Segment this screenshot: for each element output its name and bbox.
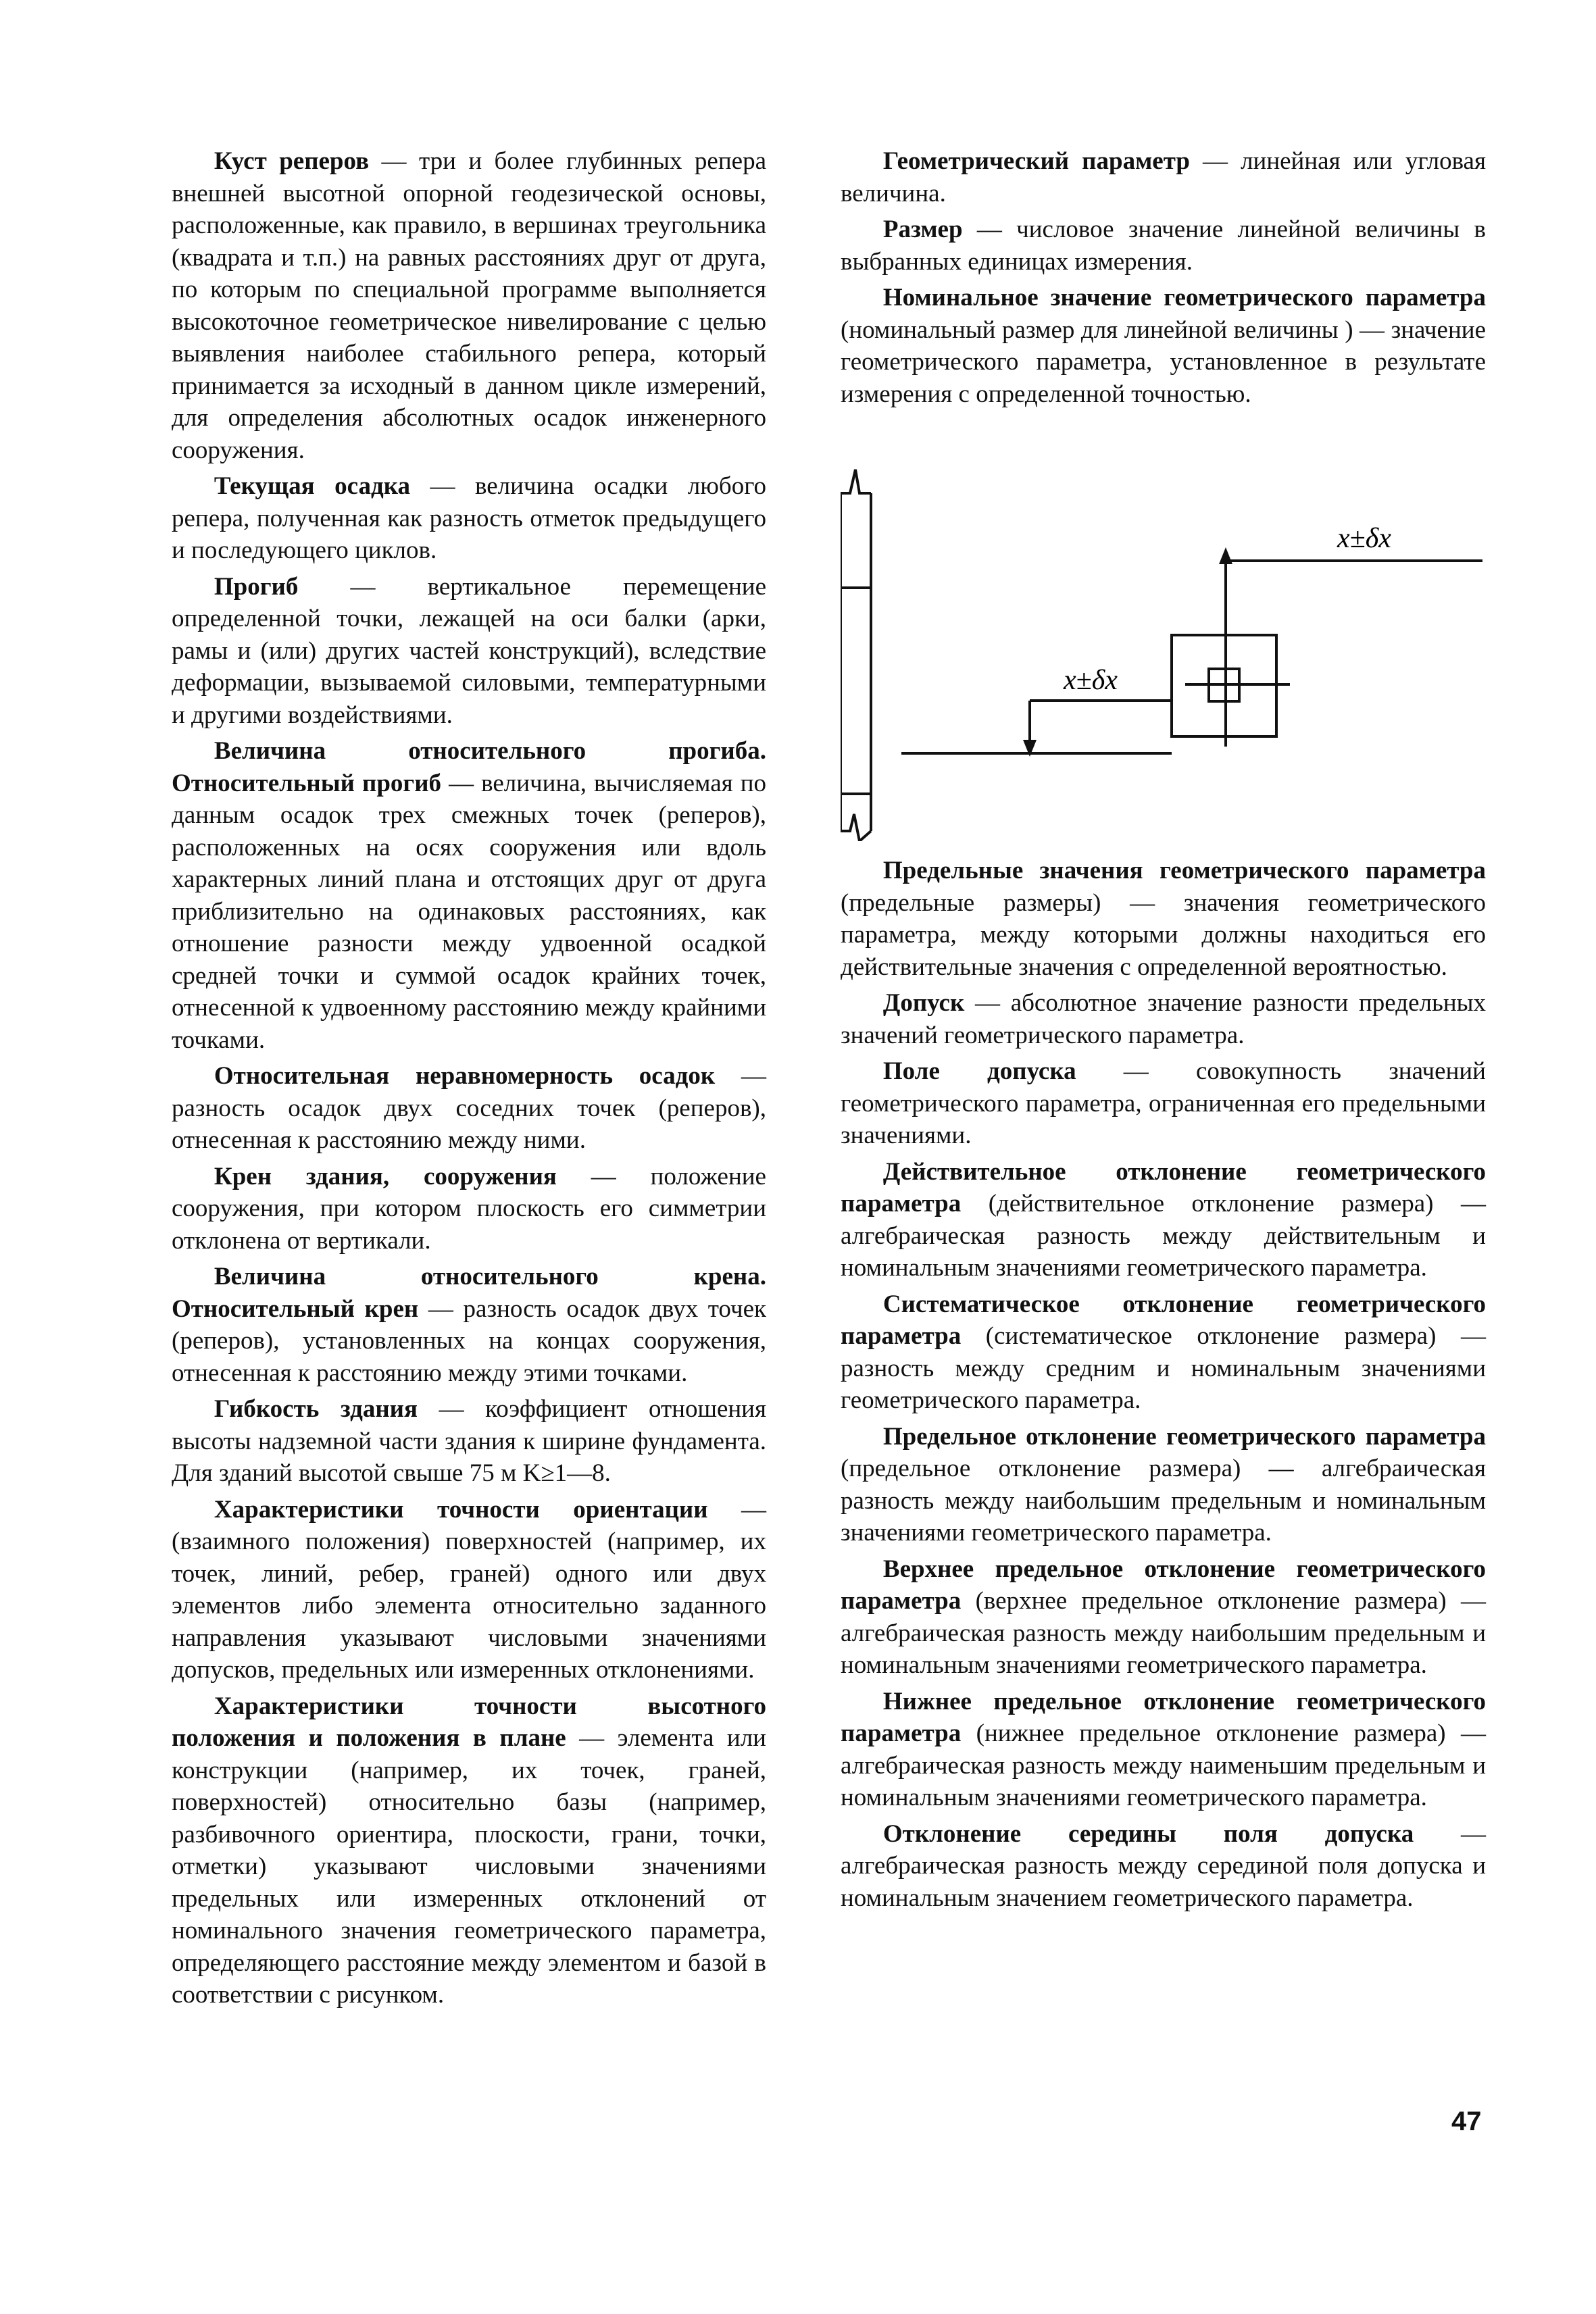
definition-entry bbox=[841, 1055, 1486, 1152]
definition-entry bbox=[172, 1393, 766, 1490]
term: Нижнее предельное отклонение геометрического параметра bbox=[841, 1687, 1486, 1747]
definition-entry bbox=[172, 1060, 766, 1157]
definition: — абсолютное значение разности предельных значений геометрического параметра. bbox=[841, 989, 1486, 1049]
definition: (предельные размеры) — значения геометрического параметра, между которыми должны находиться его действительные значения с определенной вероятностью. bbox=[841, 888, 1486, 981]
figure-label-left: x±δx bbox=[1064, 665, 1118, 696]
arrow-top bbox=[1219, 547, 1232, 564]
definition-entry bbox=[841, 1686, 1486, 1814]
term: Характеристики точности высотного положения и положения в плане bbox=[172, 1692, 766, 1752]
definition: — величина, вычисляемая по данным осадок трех смежных точек (реперов), расположенных на осях сооружения или вдоль характерных линий плана и отстоящих друг от друга приблизительно на одинаковых расстояниях, как отношение разности между удвоенной осадкой средней точки и суммой осадок крайних точек, отнесенной к удвоенному расстоянию между крайними точками. bbox=[172, 769, 766, 1054]
definition-entry bbox=[172, 571, 766, 732]
definition: (верхнее предельное отклонение размера) — алгебраическая разность между наибольшим предельным и номинальным значениями геометрического параметра. bbox=[841, 1587, 1486, 1679]
definition-entry bbox=[841, 213, 1486, 278]
definition: (систематическое отклонение размера) — разность между средним и номинальным значениями геометрического параметра. bbox=[841, 1322, 1486, 1414]
term: Куст реперов bbox=[214, 147, 370, 175]
term: Верхнее предельное отклонение геометрического параметра bbox=[841, 1555, 1486, 1615]
term: Действительное отклонение геометрического параметра bbox=[841, 1157, 1486, 1217]
definition: — алгебраическая разность между серединой поля допуска и номинальным значением геометрического параметра. bbox=[841, 1819, 1486, 1912]
definition-entry bbox=[172, 1161, 766, 1257]
definition: — вертикальное перемещение определенной точки, лежащей на оси балки (арки, рамы и (или) других частей конструкций), вследствие деформации, вызываемой силовыми, температурными и другими воздействиями. bbox=[172, 572, 766, 729]
definition-entry bbox=[841, 1421, 1486, 1549]
definition: — линейная или угловая величина. bbox=[841, 147, 1486, 207]
definition: — три и более глубинных репера внешней высотной опорной геодезической основы, расположенные, как правило, в вершинах треугольника (квадрата и т.п.) на равных расстояниях друг от друга, по которым по специальной программе выполняется высокоточное геометрическое нивелирование с целью выявления наиболее стабильного репера, который принимается за исходный в данном цикле измерений, для определения абсолютных осадок инженерного сооружения. bbox=[172, 147, 766, 464]
definition-entry bbox=[172, 735, 766, 1056]
term: Допуск bbox=[882, 989, 965, 1017]
left-column bbox=[172, 145, 766, 2015]
definition-entry bbox=[841, 1288, 1486, 1417]
definition-entry bbox=[841, 855, 1486, 983]
definition: — разность осадок двух соседних точек (реперов), отнесенная к расстоянию между ними. bbox=[172, 1062, 767, 1154]
term: Систематическое отклонение геометрического параметра bbox=[841, 1290, 1486, 1350]
definition: — числовое значение линейной величины в выбранных единицах измерения. bbox=[841, 216, 1486, 276]
definition: (номинальный размер для линейной величины ) — значение геометрического параметра, установленное в результате измерения с определенной точностью. bbox=[841, 316, 1486, 408]
term: Номинальное значение геометрического параметра bbox=[882, 284, 1486, 311]
definition-entry bbox=[841, 145, 1486, 209]
definition-entry bbox=[172, 145, 766, 466]
term: Размер bbox=[882, 216, 963, 243]
definition: — элемента или конструкции (например, их точек, граней, поверхностей) относительно базы (например, разбивочного ориентира, плоскости, грани, точки, отметки) указывают числовыми значениями предельных или измеренных отклонений от номинального значения геометрического параметра, определяющего расстояние между элементом и базой в соответствии с рисунком. bbox=[172, 1724, 766, 2009]
term: Крен здания, сооружения bbox=[214, 1162, 557, 1190]
term: Предельные значения геометрического параметра bbox=[882, 857, 1486, 884]
definition-entry bbox=[841, 1156, 1486, 1284]
term: Величина относительного крена. Относительный крен bbox=[172, 1263, 766, 1323]
break-mark-top bbox=[841, 470, 871, 493]
definition: (нижнее предельное отклонение размера) — алгебраическая разность между наименьшим предельным и номинальным значениями геометрического параметра. bbox=[841, 1719, 1486, 1811]
term: Поле допуска bbox=[882, 1057, 1076, 1085]
definition: — (взаимного положения) поверхностей (например, их точек, линий, ребер, граней) одного или двух элементов либо элемента относительно заданного направления указывают числовыми значениями допусков, предельных или измеренных отклонениями. bbox=[172, 1495, 766, 1684]
definition-entry bbox=[172, 1261, 766, 1389]
definition-entry bbox=[172, 1494, 766, 1686]
break-mark-bottom bbox=[841, 814, 871, 841]
term: Относительная неравномерность осадок bbox=[214, 1062, 716, 1090]
tolerance-figure bbox=[841, 463, 1486, 841]
figure-label-top: x±δx bbox=[1337, 523, 1391, 554]
definition-entry bbox=[172, 470, 766, 567]
definition: — величина осадки любого репера, полученная как разность отметок предыдущего и последующего циклов. bbox=[172, 472, 766, 564]
term: Характеристики точности ориентации bbox=[214, 1495, 708, 1524]
term: Отклонение середины поля допуска bbox=[882, 1819, 1414, 1848]
definition-entry bbox=[172, 1690, 766, 2011]
term: Прогиб bbox=[214, 572, 299, 601]
term: Текущая осадка bbox=[214, 472, 410, 500]
definition: — коэффициент отношения высоты надземной части здания к ширине фундамента. Для зданий высотой свыше 75 м K≥1—8. bbox=[172, 1395, 767, 1487]
term: Величина относительного прогиба. Относительный прогиб bbox=[172, 737, 766, 797]
definition-entry bbox=[841, 987, 1486, 1051]
term: Гибкость здания bbox=[214, 1395, 418, 1423]
right-column-bottom bbox=[841, 855, 1486, 1918]
tolerance-diagram bbox=[841, 463, 1486, 841]
definition: — совокупность значений геометрического параметра, ограниченная его предельными значениями. bbox=[841, 1057, 1486, 1149]
definition: (действительное отклонение размера) — алгебраическая разность между действительным и номинальным значениями геометрического параметра. bbox=[841, 1190, 1486, 1282]
definition-entry bbox=[841, 1553, 1486, 1682]
definition-entry bbox=[841, 1818, 1486, 1915]
term: Предельное отклонение геометрического параметра bbox=[882, 1422, 1486, 1451]
definition: (предельное отклонение размера) — алгебраическая разность между наибольшим предельным и номинальным значениями геометрического параметра. bbox=[841, 1455, 1486, 1546]
term: Геометрический параметр bbox=[882, 147, 1190, 175]
definition-entry bbox=[841, 282, 1486, 410]
right-column-top bbox=[841, 145, 1486, 414]
page-number: 47 bbox=[1451, 2107, 1482, 2136]
definition: — разность осадок двух точек (реперов), установленных на концах сооружения, отнесенная к расстоянию между этими точками. bbox=[172, 1294, 766, 1387]
definition: — положение сооружения, при котором плоскость его симметрии отклонена от вертикали. bbox=[172, 1162, 766, 1255]
